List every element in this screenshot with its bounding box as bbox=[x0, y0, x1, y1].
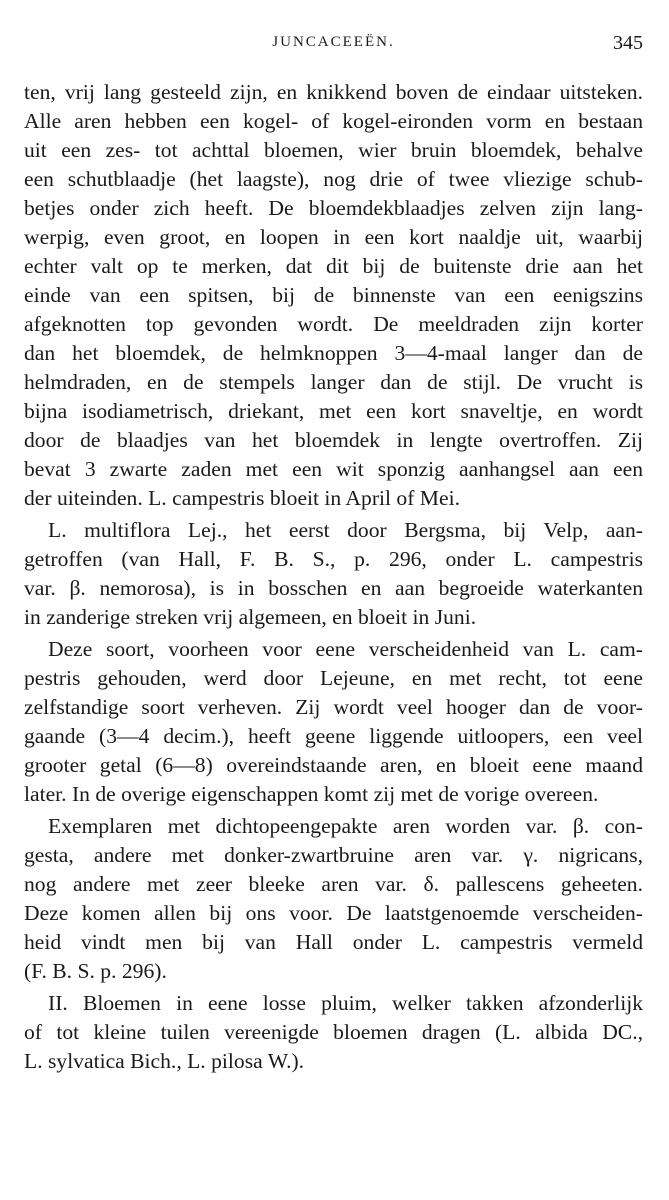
text-line: helmdraden, en de stempels langer dan de stijl. De vrucht is bbox=[24, 370, 643, 394]
text-line: Deze komen allen bij ons voor. De laatstgenoemde verscheiden- bbox=[24, 901, 643, 925]
text-line: L. sylvatica Bich., L. pilosa W.). bbox=[24, 1049, 305, 1073]
text-line: Alle aren hebben een kogel- of kogel-eironden vorm en bestaan bbox=[24, 109, 643, 133]
text-line: betjes onder zich heeft. De bloemdekblaadjes zelven zijn lang- bbox=[24, 196, 643, 220]
paragraph-3 bbox=[24, 635, 643, 809]
paragraph-4 bbox=[24, 812, 643, 986]
text-line: var. β. nemorosa), is in bosschen en aan begroeide waterkanten bbox=[24, 576, 643, 600]
text-line: een schutblaadje (het laagste), nog drie of twee vliezige schub- bbox=[24, 167, 643, 191]
running-title: JUNCACEEËN. bbox=[272, 34, 395, 50]
text-line: Exemplaren met dichtopeengepakte aren worden var. β. con- bbox=[48, 814, 643, 838]
text-line: (F. B. S. p. 296). bbox=[24, 959, 167, 983]
text-line: zelfstandige soort verheven. Zij wordt veel hooger dan de voor- bbox=[24, 695, 643, 719]
text-line: echter valt op te merken, dat dit bij de buitenste drie aan het bbox=[24, 254, 643, 278]
text-line: gesta, andere met donker-zwartbruine aren var. γ. nigricans, bbox=[24, 843, 643, 867]
text-line: grooter getal (6—8) overeindstaande aren, en bloeit eene maand bbox=[24, 753, 643, 777]
text-line: werpig, even groot, en loopen in een kort naaldje uit, waarbij bbox=[24, 225, 643, 249]
page-number: 345 bbox=[613, 32, 643, 54]
text-line: ten, vrij lang gesteeld zijn, en knikkend boven de eindaar uitsteken. bbox=[24, 80, 643, 104]
text-line: later. In de overige eigenschappen komt zij met de vorige overeen. bbox=[24, 782, 599, 806]
text-line: bijna isodiametrisch, driekant, met een kort snaveltje, en wordt bbox=[24, 399, 643, 423]
text-line: L. multiflora Lej., het eerst door Bergsma, bij Velp, aan- bbox=[48, 518, 643, 542]
text-line: uit een zes- tot achttal bloemen, wier bruin bloemdek, behalve bbox=[24, 138, 643, 162]
paragraph-5 bbox=[24, 989, 643, 1076]
page-header bbox=[24, 32, 643, 56]
text-line: einde van een spitsen, bij de binnenste van een eenigszins bbox=[24, 283, 643, 307]
text-line: of tot kleine tuilen vereenigde bloemen dragen (L. albida DC., bbox=[24, 1020, 643, 1044]
text-line: dan het bloemdek, de helmknoppen 3—4-maal langer dan de bbox=[24, 341, 643, 365]
text-line: gaande (3—4 decim.), heeft geene liggende uitloopers, een veel bbox=[24, 724, 643, 748]
paragraph-1 bbox=[24, 78, 643, 513]
text-line: heid vindt men bij van Hall onder L. campestris vermeld bbox=[24, 930, 643, 954]
text-line: der uiteinden. L. campestris bloeit in April of Mei. bbox=[24, 486, 460, 510]
paragraph-2 bbox=[24, 516, 643, 632]
text-line: bevat 3 zwarte zaden met een wit sponzig aanhangsel aan een bbox=[24, 457, 643, 481]
text-line: in zanderige streken vrij algemeen, en bloeit in Juni. bbox=[24, 605, 477, 629]
text-line: nog andere met zeer bleeke aren var. δ. pallescens geheeten. bbox=[24, 872, 643, 896]
text-line: II. Bloemen in eene losse pluim, welker takken afzonderlijk bbox=[48, 991, 643, 1015]
text-line: getroffen (van Hall, F. B. S., p. 296, onder L. campestris bbox=[24, 547, 643, 571]
text-line: door de blaadjes van het bloemdek in lengte overtroffen. Zij bbox=[24, 428, 643, 452]
text-line: pestris gehouden, werd door Lejeune, en met recht, tot eene bbox=[24, 666, 643, 690]
text-line: Deze soort, voorheen voor eene verscheidenheid van L. cam- bbox=[48, 637, 643, 661]
text-line: afgeknotten top gevonden wordt. De meeldraden zijn korter bbox=[24, 312, 643, 336]
